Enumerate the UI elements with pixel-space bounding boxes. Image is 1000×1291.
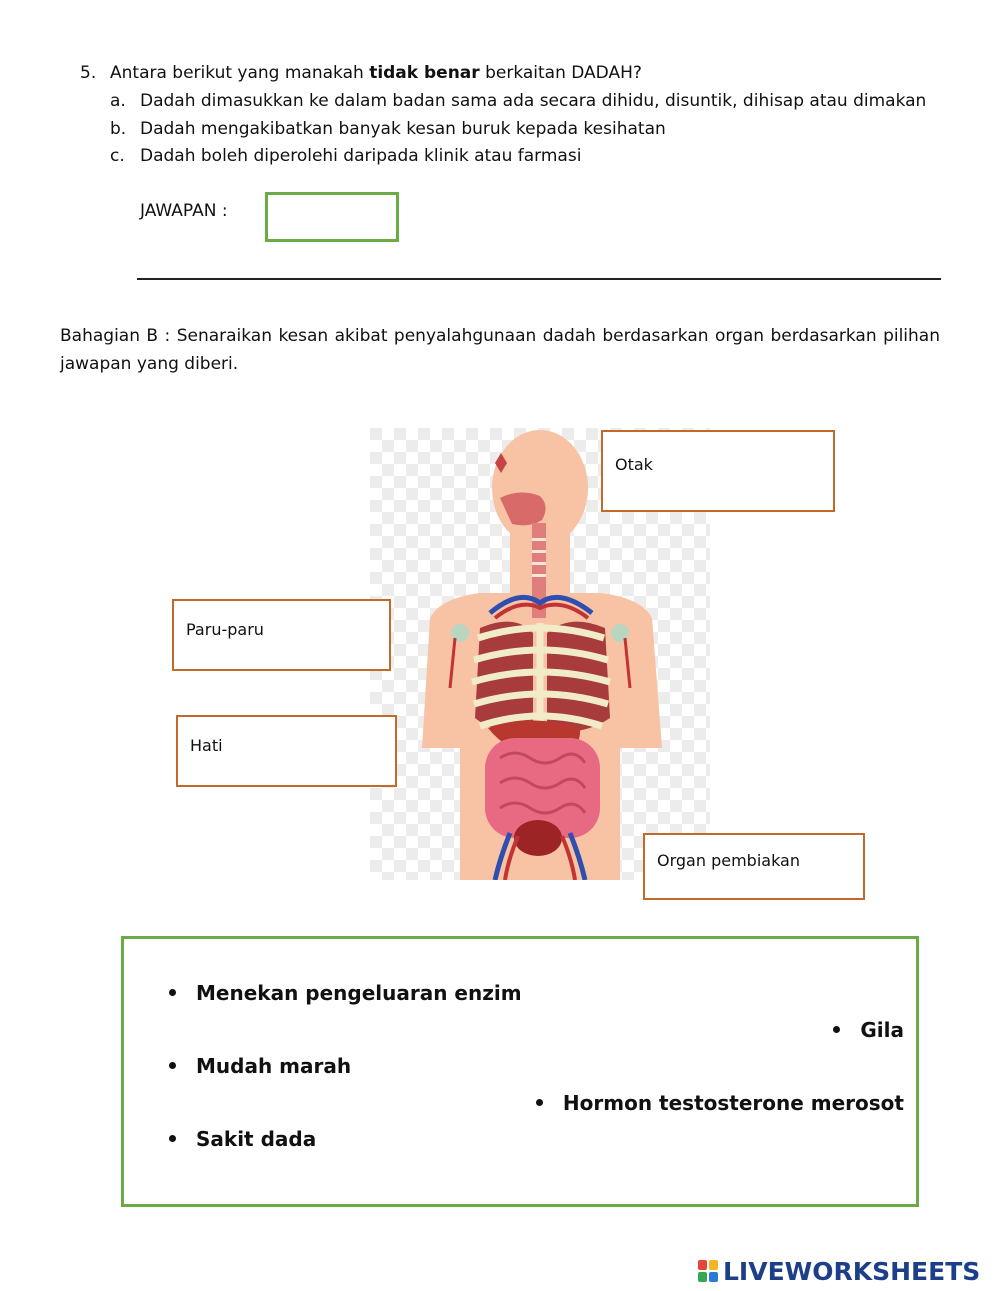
question-text: Antara berikut yang manakah tidak benar berkaitan DADAH? bbox=[110, 63, 642, 83]
label-box-organ-pembiakan[interactable] bbox=[643, 833, 865, 900]
label-box-hati[interactable] bbox=[176, 715, 397, 787]
section-b-instruction: Bahagian B : Senaraikan kesan akibat penyalahgunaan dadah berdasarkan organ berdasarkan pilihan jawapan yang diberi. bbox=[60, 326, 940, 374]
bullet bbox=[169, 989, 176, 996]
answer-input[interactable] bbox=[265, 192, 399, 242]
bullet bbox=[833, 1026, 840, 1033]
label-organ-pembiakan: Organ pembiakan bbox=[657, 851, 800, 870]
answer-label: JAWAPAN : bbox=[140, 201, 228, 221]
answer-option-1[interactable]: Menekan pengeluaran enzim bbox=[169, 981, 522, 1005]
label-otak: Otak bbox=[615, 455, 653, 474]
bullet bbox=[169, 1135, 176, 1142]
bladder bbox=[514, 820, 562, 856]
bullet bbox=[536, 1099, 543, 1106]
answer-bank bbox=[121, 936, 919, 1207]
answer-option-2[interactable]: Gila bbox=[833, 1018, 904, 1042]
answer-option-5[interactable]: Sakit dada bbox=[169, 1127, 316, 1151]
answer-option-4[interactable]: Hormon testosterone merosot bbox=[536, 1091, 904, 1115]
answer-option-3[interactable]: Mudah marah bbox=[169, 1054, 351, 1078]
label-box-paru-paru[interactable] bbox=[172, 599, 391, 671]
bullet bbox=[169, 1062, 176, 1069]
question-number: 5. bbox=[80, 63, 97, 83]
label-paru-paru: Paru-paru bbox=[186, 620, 264, 639]
label-hati: Hati bbox=[190, 736, 223, 755]
logo-text: LIVEWORKSHEETS bbox=[723, 1256, 981, 1286]
liveworksheets-logo bbox=[697, 1254, 980, 1288]
label-box-otak[interactable] bbox=[601, 430, 835, 512]
question-emphasis: tidak benar bbox=[369, 63, 480, 83]
logo-icon bbox=[697, 1259, 719, 1283]
divider bbox=[137, 278, 941, 280]
